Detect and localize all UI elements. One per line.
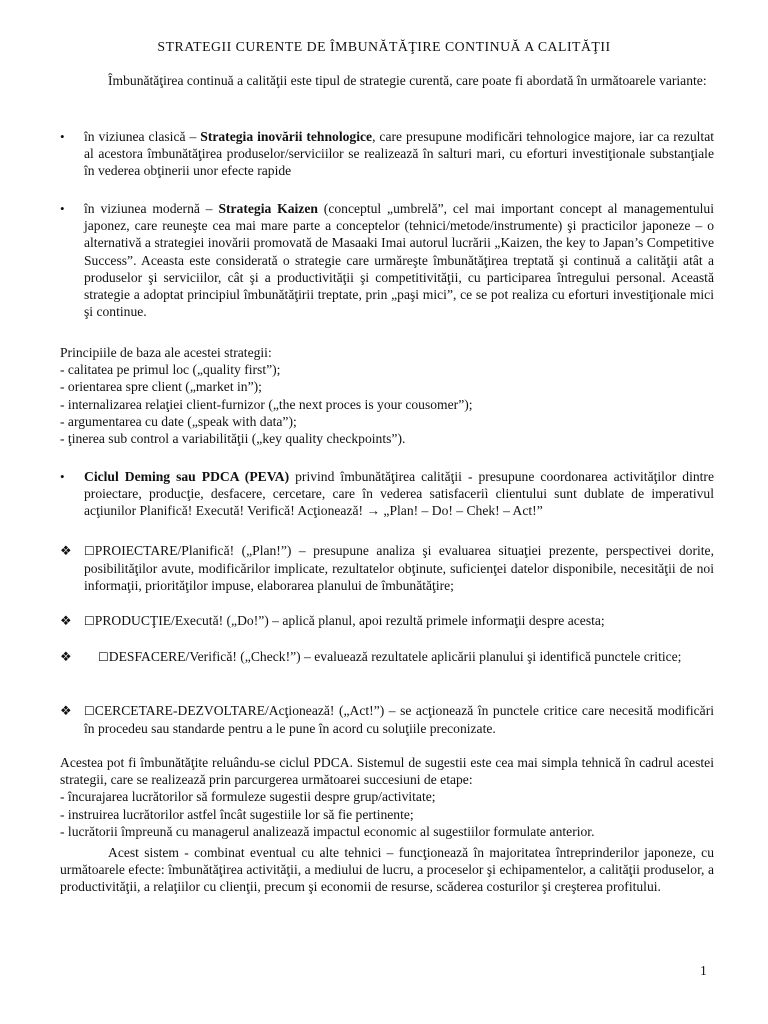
bullet-icon: • — [60, 469, 65, 484]
bullet-text-pre: în viziunea modernă – — [84, 201, 219, 216]
principles-list — [60, 344, 714, 447]
document-title: STRATEGII CURENTE DE ÎMBUNĂTĂŢIRE CONTINUĂ A CALITĂŢII — [157, 39, 611, 54]
deming-text: privind îmbunătăţirea calităţii - presupune coordonarea activităţilor dintre proiectare, producţie, desfacere, cercetare, care în vederea satisfaceriì clientului sunt dublate de imperativul acţiunilor Planifică! Execută! Verifică! Acţionează! → „Plan! – Do! – Chek! – Act!” — [84, 469, 714, 519]
diamond-bullet-icon: ❖ — [60, 703, 72, 718]
step-item-plan — [60, 542, 714, 595]
principle-item: - ţinerea sub control a variabilităţii („key quality checkpoints”). — [60, 431, 406, 447]
bullet-item-classic — [60, 128, 714, 180]
diamond-bullet-icon: ❖ — [60, 543, 72, 558]
step-label: PROIECTARE/Planifică! („Plan!”) – presupune analiza şi evaluarea situaţiei prezente, perspectivei dorite, posibilităţilor avute, modificărilor implicate, rezultatelor obţinute, suficienţei datelor disponibile, necesităţii de noi informaţii, priorităţilor impuse, elaborarea planului de îmbunătăţire; — [84, 543, 714, 594]
bullet-icon: • — [60, 201, 65, 216]
step-text — [84, 648, 714, 666]
principle-item: - calitatea pe primul loc („quality first”); — [60, 362, 281, 378]
pdca-paragraph: Acestea pot fi îmbunătăţite reluându-se ciclul PDCA. Sistemul de sugestii este cea mai simpla tehnică în cadrul acestei strategii, care se realizează prin parcurgerea următoarei succesiuni de etape: — [60, 755, 714, 788]
bullet-icon: • — [60, 129, 65, 144]
pdca-step: - încurajarea lucrătorilor să formuleze sugestii despre grup/activitate; — [60, 789, 436, 805]
principle-item: - internalizarea relaţiei client-furnizor („the next proces is your cousomer”); — [60, 396, 473, 412]
intro-paragraph: Îmbunătăţirea continuă a calităţii este tipul de strategie curentă, care poate fi abordată în următoarele variante: — [108, 73, 707, 88]
bullet-text-post: (conceptul „umbrelă”, cel mai important concept al managementului japonez, care reuneşte cea mai mare parte a conceptelor (tehnici/metode/instrumente) şi practicilor japoneze – o alternativă a strategiei inovării promovată de Masaaki Imai autorul lucrării „Kaizen, the key to Japan’s Competitive Success”. Aceasta este considerată o strategie care urmăreşte îmbunătăţirea treptată şi continuă a calităţii atât a produselor şi serviciilor, cât şi a productivităţii şi competitivităţii, cu participarea întregului personal. Această strategie a adoptat principiul îmbunătăţirii treptate, prin „paşi mici”, ce se pot realiza cu eforturi investiţionale mici şi continue. — [84, 201, 714, 320]
step-item-act — [60, 702, 714, 737]
step-label: PRODUCŢIE/Execută! („Do!”) – aplică planul, apoi rezultă primele informaţii despre acesta; — [94, 613, 605, 628]
step-text — [84, 702, 714, 737]
principle-item: - orientarea spre client („market in”); — [60, 379, 262, 395]
step-text — [84, 612, 714, 630]
step-text — [84, 542, 714, 595]
step-label: CERCETARE-DEZVOLTARE/Acţionează! („Act!”) – se acţionează în punctele critice care necesită modificări în procedeu sau standarde pentru a le pune în acord cu soluţiile preconizate. — [84, 703, 714, 737]
bullet-text-post: , care presupune modificări tehnologice majore, iar ca rezultat al acestora îmbunătăţirea produselor/serviciilor se realizează în salturi mari, cu eforturi investiţionale substanţiale în vederea obţinerii unor efecte rapide — [84, 129, 715, 179]
deming-bold: Ciclul Deming sau PDCA (PEVA) — [84, 469, 290, 484]
bullet-text-bold: Strategia Kaizen — [218, 201, 318, 216]
bullet-text — [84, 128, 714, 180]
pdca-section — [60, 754, 714, 840]
final-paragraph: Acest sistem - combinat eventual cu alte tehnici – funcţionează în majoritatea întreprinderilor japoneze, cu următoarele efecte: îmbunătăţirea activităţii, a mediului de lucru, a proceselor şi echipamentelor, a calităţii produselor, a productivităţii, a relaţiilor cu clienţii, precum şi economii de resurse, scăderea costurilor şi creşterea profitului. — [60, 845, 714, 895]
pdca-step: - instruirea lucrătorilor astfel încât sugestiile lor să fie pertinente; — [60, 806, 414, 822]
principle-item: - argumentarea cu date („speak with data”); — [60, 413, 297, 429]
principles-heading: Principiile de baza ale acestei strategii: — [60, 345, 272, 360]
bullet-item-deming — [60, 468, 714, 520]
bullet-text-pre: în viziunea clasică – — [84, 129, 201, 144]
checkbox-icon: ☐ — [98, 650, 109, 664]
checkbox-icon: ☐ — [84, 704, 95, 718]
pdca-step: - lucrătorii împreună cu managerul analizează impactul economic al sugestiilor formulate anterior. — [60, 823, 595, 839]
diamond-bullet-icon: ❖ — [60, 613, 72, 628]
bullet-text — [84, 200, 714, 320]
bullet-text — [84, 468, 714, 520]
page-number: 1 — [700, 963, 707, 978]
checkbox-icon: ☐ — [84, 544, 95, 558]
checkbox-icon: ☐ — [84, 614, 95, 628]
diamond-bullet-icon: ❖ — [60, 649, 72, 664]
step-label: DESFACERE/Verifică! („Check!”) – evaluează rezultatele aplicării planului şi identifică punctele critice; — [108, 649, 682, 664]
step-item-do — [60, 612, 714, 630]
bullet-text-bold: Strategia inovării tehnologice — [200, 129, 373, 144]
bullet-item-modern — [60, 200, 714, 320]
step-item-check — [60, 648, 714, 666]
